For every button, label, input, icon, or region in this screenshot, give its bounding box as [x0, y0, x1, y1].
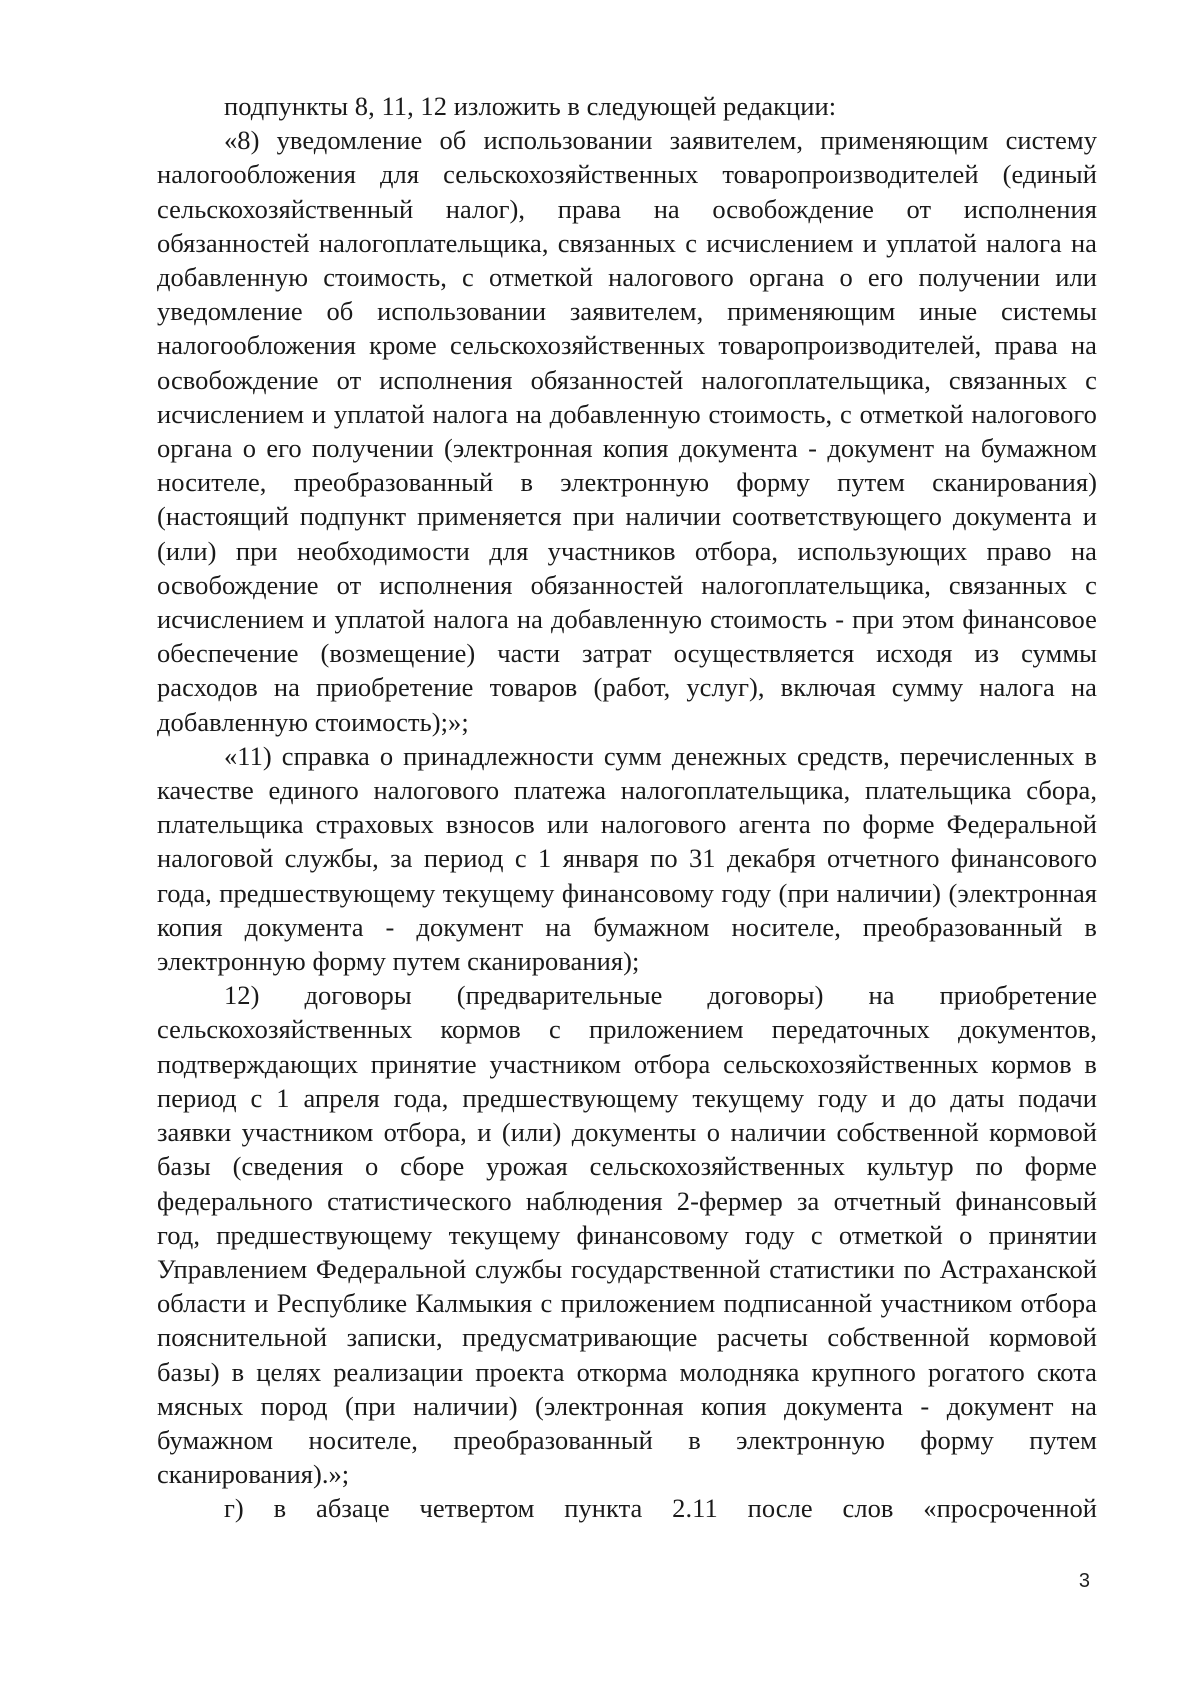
paragraph-subitem-8: «8) уведомление об использовании заявителем, применяющим систему налогообложения для сельскохозяйственных товаропроизводителей (единый сельскохозяйственный налог), права на освобождение от исполнения обязанностей налогоплательщика, связанных с исчислением и уплатой налога на добавленную стоимость, с отметкой налогового органа о его получении или уведомление об использовании заявителем, применяющим иные системы налогообложения кроме сельскохозяйственных товаропроизводителей, права на освобождение от исполнения обязанностей налогоплательщика, связанных с исчислением и уплатой налога на добавленную стоимость, с отметкой налогового органа о его получении (электронная копия документа - документ на бумажном носителе, преобразованный в электронную форму путем сканирования) (настоящий подпункт применяется при наличии соответствующего документа и (или) при необходимости для участников отбора, использующих право на освобождение от исполнения обязанностей налогоплательщика, связанных с исчислением и уплатой налога на добавленную стоимость - при этом финансовое обеспечение (возмещение) части затрат осуществляется исходя из суммы расходов на приобретение товаров (работ, услуг), включая сумму налога на добавленную стоимость);»; — [157, 125, 1097, 737]
document-body — [157, 89, 1097, 1526]
paragraph-item-g: г) в абзаце четвертом пункта 2.11 после слов «просроченной — [224, 1493, 1097, 1524]
paragraph-intro: подпункты 8, 11, 12 изложить в следующей редакции: — [224, 91, 837, 121]
page-number: 3 — [1078, 1570, 1090, 1592]
paragraph-subitem-11: «11) справка о принадлежности сумм денежных средств, перечисленных в качестве единого налогового платежа налогоплательщика, плательщика сбора, плательщика страховых взносов или налогового агента по форме Федеральной налоговой службы, за период с 1 января по 31 декабря отчетного финансового года, предшествующему текущему финансовому году (при наличии) (электронная копия документа - документ на бумажном носителе, преобразованный в электронную форму путем сканирования); — [157, 740, 1097, 977]
paragraph-subitem-12: 12) договоры (предварительные договоры) на приобретение сельскохозяйственных кормов с приложением передаточных документов, подтверждающих принятие участником отбора сельскохозяйственных кормов в период с 1 апреля года, предшествующему текущему году и до даты подачи заявки участником отбора, и (или) документы о наличии собственной кормовой базы (сведения о сборе урожая сельскохозяйственных культур по форме федерального статистического наблюдения 2-фермер за отчетный финансовый год, предшествующему текущему финансовому году с отметкой о принятии Управлением Федеральной службы государственной статистики по Астраханской области и Республике Калмыкия с приложением подписанной участником отбора пояснительной записки, предусматривающие расчеты собственной кормовой базы) в целях реализации проекта откорма молодняка крупного рогатого скота мясных пород (при наличии) (электронная копия документа - документ на бумажном носителе, преобразованный в электронную форму путем сканирования).»; — [157, 980, 1097, 1490]
